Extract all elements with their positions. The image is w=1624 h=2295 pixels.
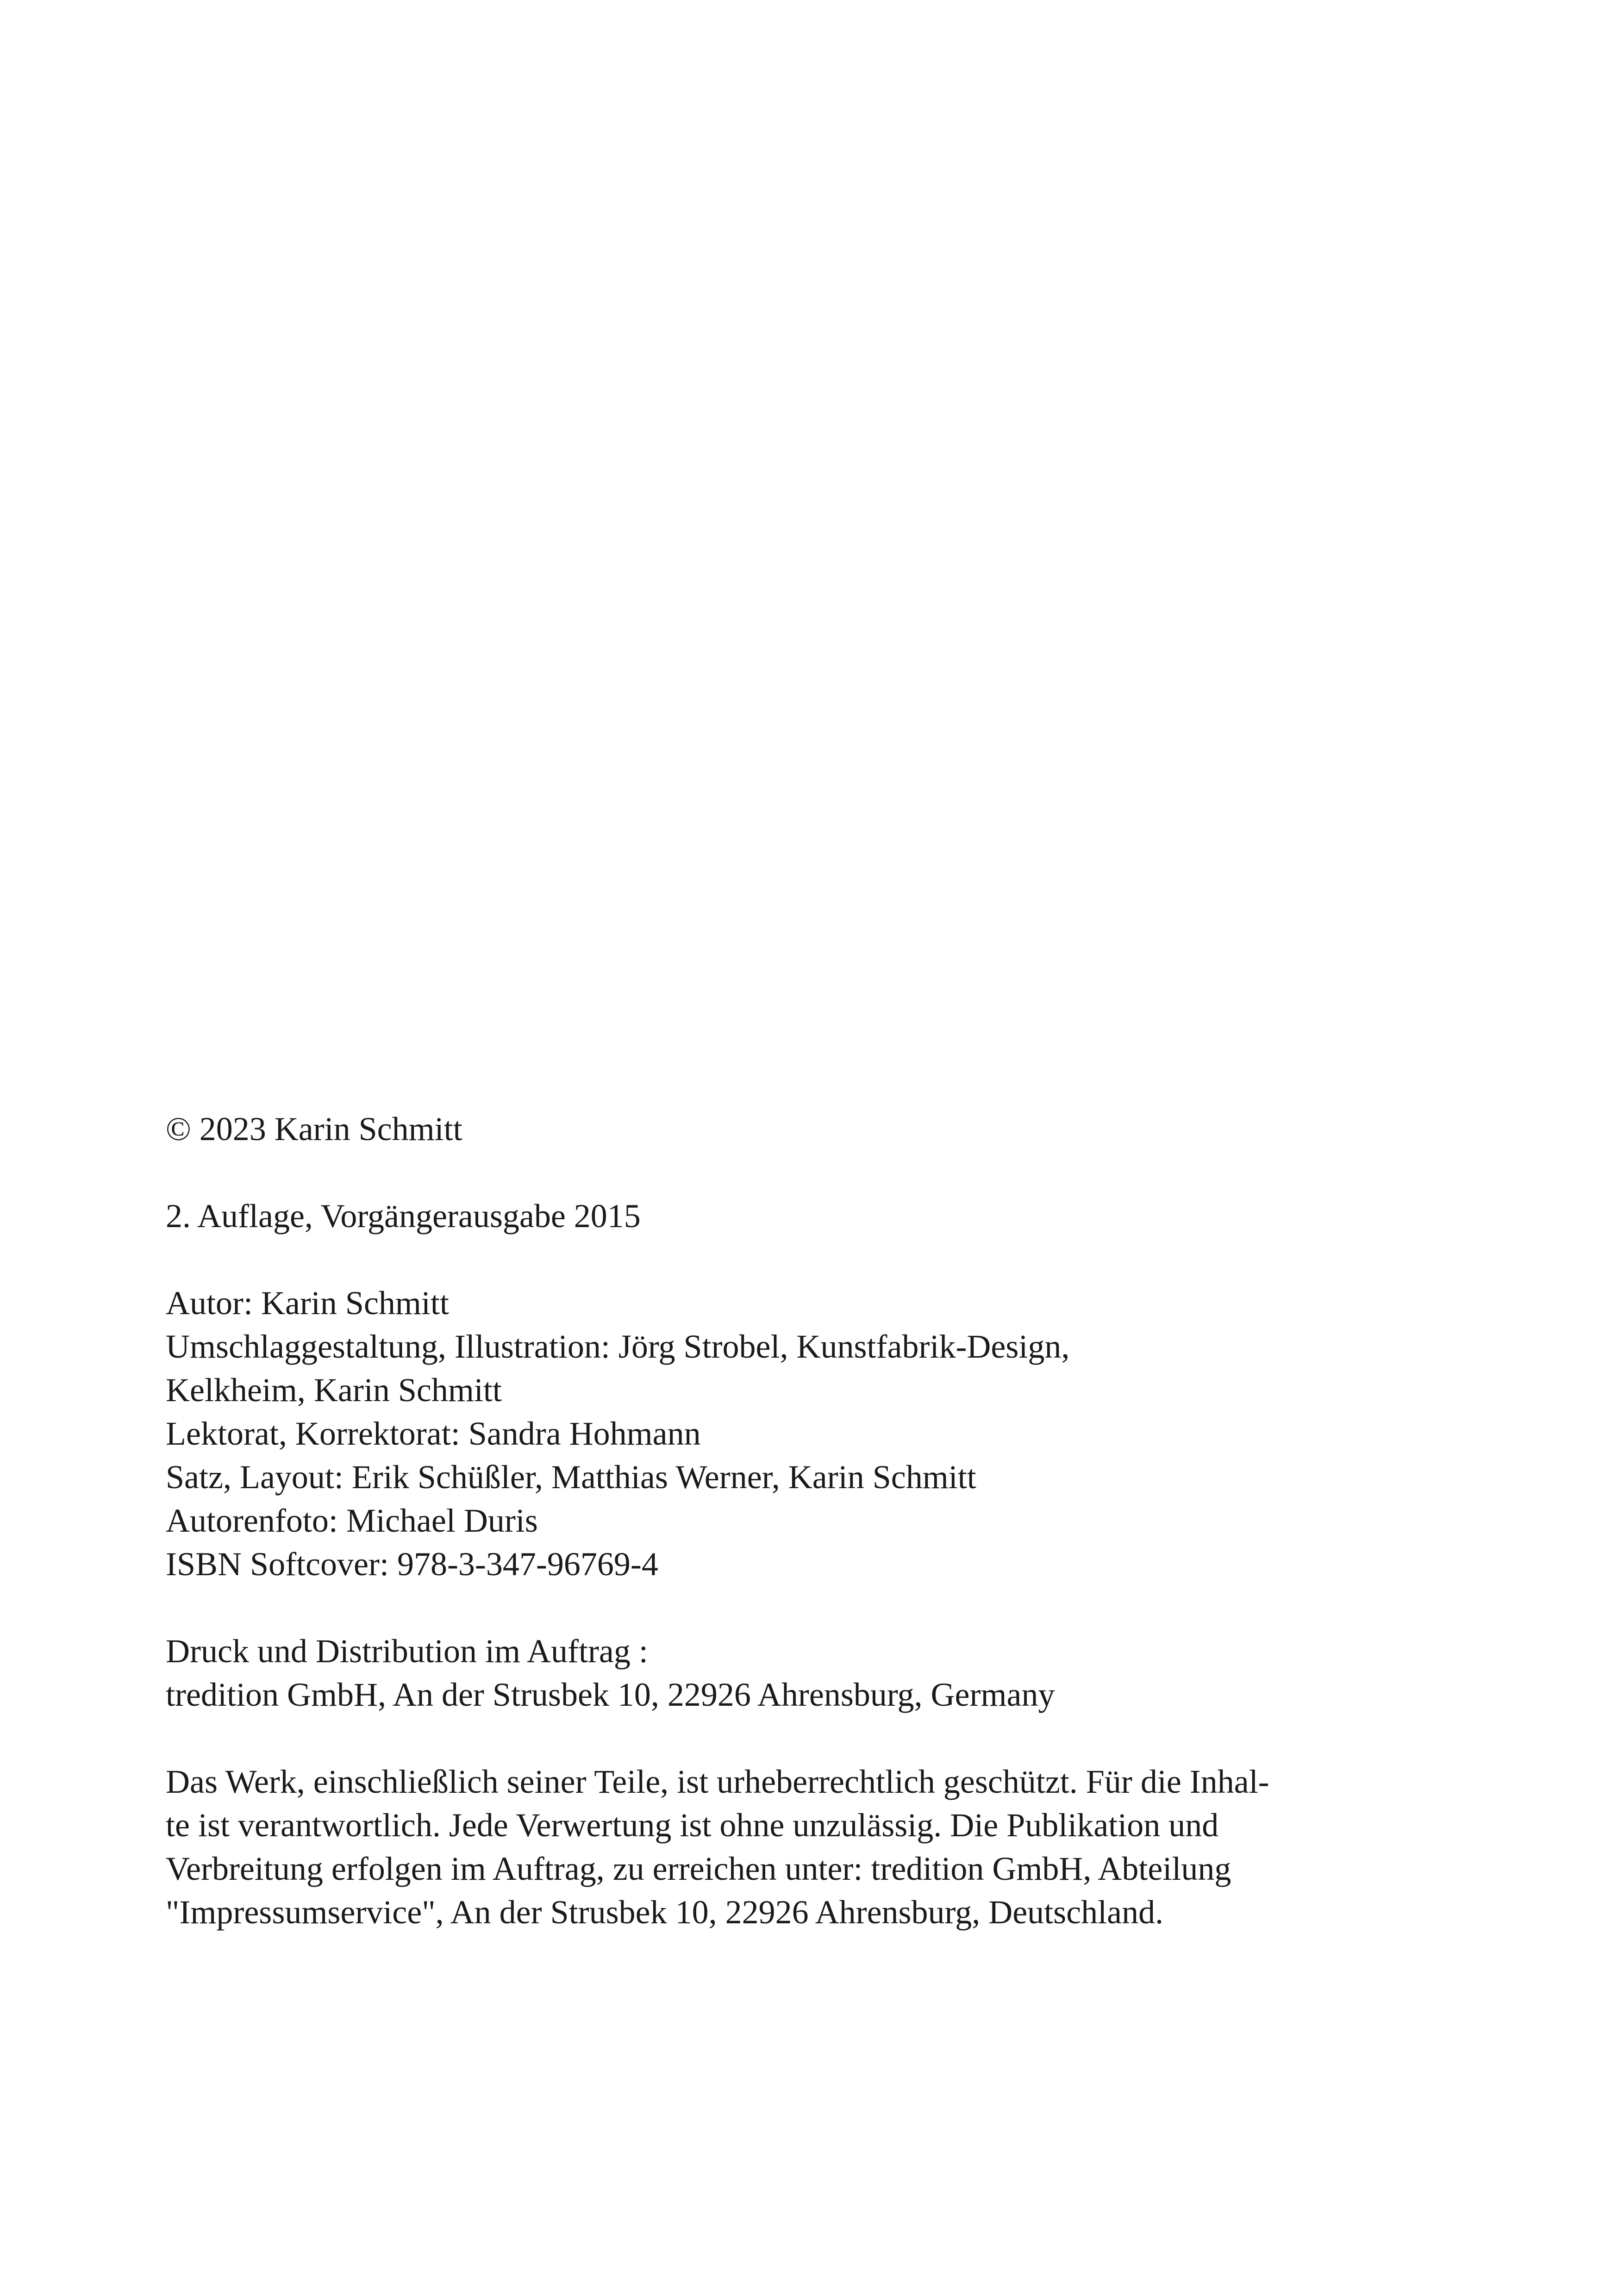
- print-line: Druck und Distribution im Auftrag :: [166, 1633, 648, 1670]
- edition-notice: [166, 1194, 1462, 1238]
- credit-cover-design: Umschlaggestaltung, Illustration: Jörg Strobel, Kunstfabrik-Design,: [166, 1328, 1070, 1365]
- legal-line: Verbreitung erfolgen im Auftrag, zu erreichen unter: tredition GmbH, Abteilung: [166, 1850, 1231, 1887]
- credit-author-photo: Autorenfoto: Michael Duris: [166, 1502, 538, 1539]
- edition-line: 2. Auflage, Vorgängerausgabe 2015: [166, 1197, 641, 1235]
- legal-line: te ist verantwortlich. Jede Verwertung ist ohne unzulässig. Die Publikation und: [166, 1807, 1219, 1844]
- credits-block: [166, 1281, 1462, 1586]
- credit-author: Autor: Karin Schmitt: [166, 1285, 449, 1322]
- imprint-page: [166, 1107, 1462, 1934]
- credit-typesetting: Satz, Layout: Erik Schüßler, Matthias Werner, Karin Schmitt: [166, 1459, 976, 1496]
- isbn-line: ISBN Softcover: 978-3-347-96769-4: [166, 1546, 658, 1583]
- legal-line: Das Werk, einschließlich seiner Teile, ist urheberrechtlich geschützt. Für die Inhal-: [166, 1763, 1269, 1800]
- credit-editing: Lektorat, Korrektorat: Sandra Hohmann: [166, 1415, 701, 1452]
- copyright-notice: [166, 1107, 1462, 1151]
- print-distribution-block: [166, 1629, 1462, 1716]
- copyright-line: © 2023 Karin Schmitt: [166, 1110, 462, 1148]
- publisher-address-line: tredition GmbH, An der Strusbek 10, 22926 Ahrensburg, Germany: [166, 1676, 1055, 1713]
- legal-line: "Impressumservice", An der Strusbek 10, 22926 Ahrensburg, Deutschland.: [166, 1894, 1164, 1931]
- credit-cover-design-cont: Kelkheim, Karin Schmitt: [166, 1372, 502, 1409]
- legal-notice: [166, 1760, 1462, 1934]
